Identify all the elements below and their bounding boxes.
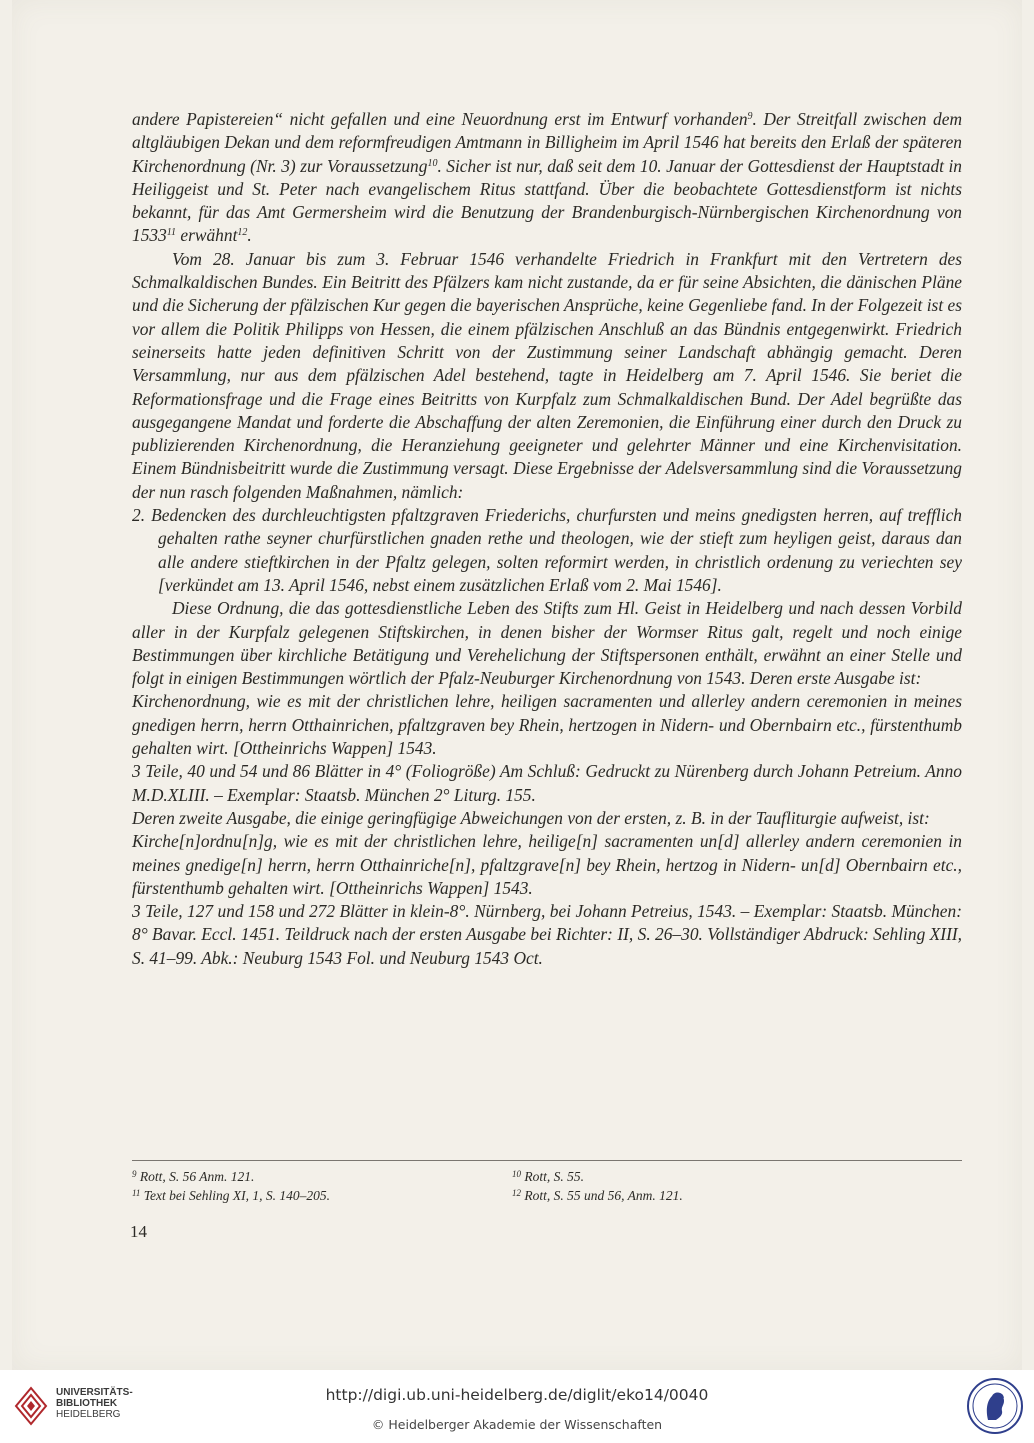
footnote-ref-11[interactable]: 11: [166, 227, 177, 239]
viewer-footer: [0, 1370, 1034, 1443]
footnote-row: [132, 1167, 962, 1186]
footnote-11: $^{11}$ Text bei Sehling XI, 1, S. 140–205.: [132, 1188, 330, 1203]
footnote-ref-10[interactable]: 10: [427, 157, 438, 169]
copyright-notice: © Heidelberger Akademie der Wissenschaften: [371, 1417, 663, 1432]
library-name[interactable]: UNIVERSITÄTS- BIBLIOTHEK HEIDELBERG: [56, 1387, 133, 1420]
list-item-2: 2. Bedencken des durchleuchtigsten pfaltzgraven Friederichs, churfursten und meins gnedigsten herren, auf trefflich gehalten rathe seyner churfürstlichen gnaden rethe und theologen, wie der stieft zum heyligen geist, daraus dan alle andere stieftkirchen in der Pfaltz gelegen, solten reformirt werden, in christlich ordenung zu veriechten sey [verkündet am 13. April 1546, nebst einem zusätzlichen Erlaß vom 2. Mai 1546].: [132, 505, 962, 595]
quote-first-edition: Kirchenordnung, wie es mit der christlichen lehre, heiligen sacramenten und allerley andern ceremonien in meines gnedigen herrn, herrn Otthainrichen, pfaltzgraven bey Rhein, hertzogen in Nidern- und Obernbairn etc., fürstenthumb gehalten wirt. [Ottheinrichs Wappen] 1543.: [132, 691, 962, 759]
paragraph-3: Diese Ordnung, die das gottesdienstliche Leben des Stifts zum Hl. Geist in Heidelberg und nach dessen Vorbild aller in der Kurpfalz gelegenen Stiftskirchen, in denen bisher der Wormser Ritus galt, regelt und noch einige Bestimmungen über kirchliche Betätigung und Verehelichung der Stiftspersonen enthält, erwähnt an einer Stelle und folgt in einigen Bestimmungen wörtlich der Pfalz-Neuburger Kirchenordnung von 1543. Deren erste Ausgabe ist:: [132, 598, 962, 689]
quote-second-edition: Kirche[n]ordnu[n]g, wie es mit der christlichen lehre, heilige[n] sacramenten un[d] allerley andern ceremonien in meines gnedige[n] herrn, herrn Otthainriche[n], pfaltzgrave[n] bey Rhein, hertzog in Nidern- un[d] Obernbairn etc., fürstenthumb gehalten wirt. [Ottheinrichs Wappen] 1543.: [132, 831, 962, 898]
footnote-row: [132, 1186, 962, 1205]
academy-medallion-icon[interactable]: [966, 1376, 1024, 1440]
paragraph-1: andere Papistereien“ nicht gefallen und eine Neuordnung erst im Entwurf vorhanden$^9$. Der Streitfall zwischen dem altgläubigen Dekan und dem reformfreudigen Amtmann in Billigheim im April 1546 hat bereits den Erlaß der späteren Kirchenordnung (Nr. 3) zur Voraussetzung$^{10}$. Sicher ist nur, daß seit dem 10. Januar der Gottesdienst der Hauptstadt in Heiliggeist und St. Peter nach evangelischem Ritus stattfand. Über die beobachtete Gottesdienstform ist nichts bekannt, für das Amt Germersheim wird die Benutzung der Brandenburgisch-Nürnbergischen Kirchenordnung von 1533$^{11}$ erwähnt$^{12}$.: [132, 109, 963, 246]
footnote-ref-12[interactable]: 12: [237, 227, 248, 239]
footnote-10: $^{10}$ Rott, S. 55.: [512, 1169, 584, 1184]
paragraph-4: Deren zweite Ausgabe, die einige geringfügige Abweichungen von der ersten, z. B. in der Taufliturgie aufweist, ist:: [132, 807, 930, 828]
footnote-12: $^{12}$ Rott, S. 55 und 56, Anm. 121.: [512, 1188, 683, 1203]
quote-second-edition-details: 3 Teile, 127 und 158 und 272 Blätter in klein-8°. Nürnberg, bei Johann Petreius, 1543. – Exemplar: Staatsb. München: 8° Bavar. Eccl. 1451. Teildruck nach der ersten Ausgabe bei Richter: II, S. 26–30. Vollständiger Abdruck: Sehling XIII, S. 41–99. Abk.: Neuburg 1543 Fol. und Neuburg 1543 Oct.: [132, 901, 962, 968]
footnote-ref-9[interactable]: 9: [747, 111, 753, 122]
page-number: 14: [130, 1222, 147, 1241]
permalink-url[interactable]: http://digi.ub.uni-heidelberg.de/diglit/eko14/0040: [325, 1386, 709, 1404]
footnote-9: $^9$ Rott, S. 56 Anm. 121.: [132, 1169, 255, 1184]
quote-first-edition-details: 3 Teile, 40 und 54 und 86 Blätter in 4° (Foliogröße) Am Schluß: Gedruckt zu Nürenberg durch Johann Petreium. Anno M.D.XLIII. – Exemplar: Staatsb. München 2° Liturg. 155.: [132, 761, 962, 805]
footnotes: [132, 1160, 962, 1205]
body-text: [132, 108, 962, 970]
paragraph-2: Vom 28. Januar bis zum 3. Februar 1546 verhandelte Friedrich in Frankfurt mit den Vertretern des Schmalkaldischen Bundes. Ein Beitritt des Pfälzers kam nicht zustande, da er für seine Absichten, die dänischen Pläne und die Sicherung der pfälzischen Kur gegen die bayerischen Ansprüche, keine Gegenliebe fand. In der Folgezeit ist es vor allem die Politik Philipps von Hessen, die einem pfälzischen Anschluß an das Bündnis entgegenwirkt. Friedrich seinerseits hatte jeden definitiven Schritt von der Zustimmung seiner Landschaft abhängig gemacht. Deren Versammlung, nur aus dem pfälzischen Adel bestehend, tagte in Heidelberg am 7. April 1546. Sie beriet die Reformationsfrage und die Frage eines Beitritts von Kurpfalz zum Schmalkaldischen Bund. Der Adel begrüßte das ausgegangene Mandat und forderte die Abschaffung der alten Zeremonien, die Einführung einer durch den Druck zu publizierenden Kirchenordnung, die Heranziehung geeigneter und gelehrter Männer und eine Kirchenvisitation. Einem Bündnisbeitritt wurde die Zustimmung versagt. Diese Ergebnisse der Adelsversammlung sind die Voraussetzung der nun rasch folgenden Maßnahmen, nämlich:: [132, 248, 962, 502]
